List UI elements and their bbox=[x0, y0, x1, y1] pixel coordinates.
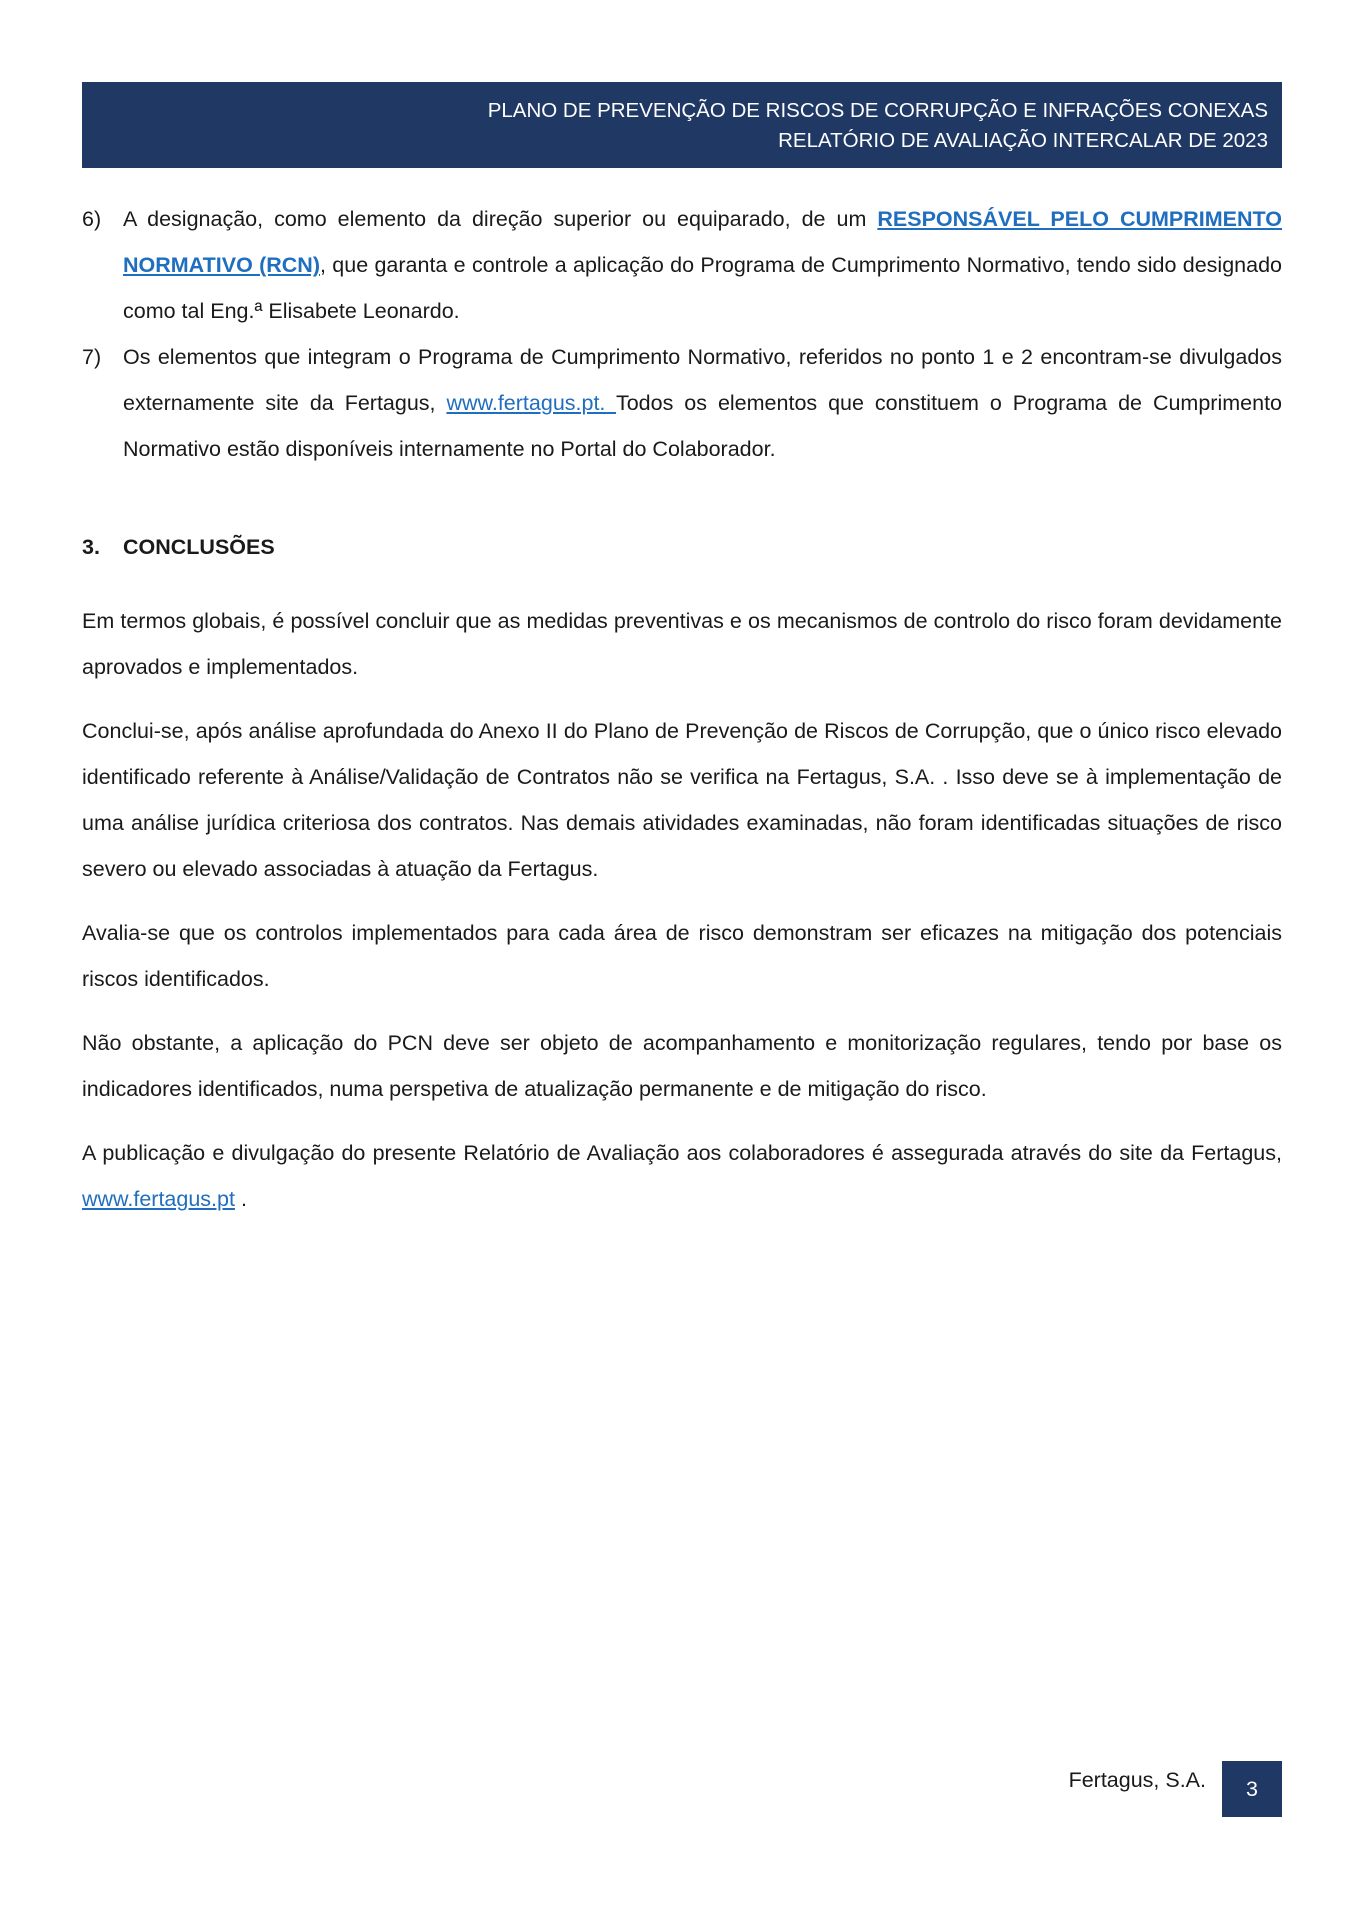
section-title: CONCLUSÕES bbox=[123, 535, 275, 559]
list-item-7 bbox=[82, 334, 1282, 472]
footer-company-name: Fertagus, S.A. bbox=[1068, 1768, 1206, 1792]
paragraph-4: Não obstante, a aplicação do PCN deve ser objeto de acompanhamento e monitorização regulares, tendo por base os indicadores identificados, numa perspetiva de atualização permanente e de mitigação do risco. bbox=[82, 1031, 1282, 1101]
list-item-6 bbox=[82, 196, 1282, 334]
fertagus-website-link[interactable]: www.fertagus.pt. bbox=[446, 391, 616, 415]
paragraph-5-end: . bbox=[234, 1187, 247, 1211]
document-body bbox=[82, 196, 1282, 1222]
paragraph-3: Avalia-se que os controlos implementados para cada área de risco demonstram ser eficazes na mitigação dos potenciais riscos identificados. bbox=[82, 921, 1282, 991]
paragraph-2: Conclui-se, após análise aprofundada do Anexo II do Plano de Prevenção de Riscos de Corrupção, que o único risco elevado identificado referente à Análise/Validação de Contratos não se verifica na Fertagus, S.A. . Isso deve se à implementação de uma análise jurídica criteriosa dos contratos. Nas demais atividades examinadas, não foram identificadas situações de risco severo ou elevado associadas à atuação da Fertagus. bbox=[82, 719, 1282, 881]
paragraph-1: Em termos globais, é possível concluir que as medidas preventivas e os mecanismos de controlo do risco foram devidamente aprovados e implementados. bbox=[82, 609, 1282, 679]
header-title-line2: RELATÓRIO DE AVALIAÇÃO INTERCALAR DE 2023 bbox=[778, 129, 1268, 152]
header-title-line1: PLANO DE PREVENÇÃO DE RISCOS DE CORRUPÇÃO E INFRAÇÕES CONEXAS bbox=[487, 99, 1268, 122]
page-number-badge: 3 bbox=[1222, 1761, 1282, 1817]
fertagus-website-link-footer[interactable]: www.fertagus.pt bbox=[82, 1187, 235, 1211]
list-item-text-before: A designação, como elemento da direção superior ou equiparado, de um bbox=[123, 207, 878, 231]
list-item-text-after: Todos os elementos que constituem o Programa de Cumprimento Normativo estão disponíveis internamente no Portal do Colaborador. bbox=[123, 391, 1282, 461]
page-header-band bbox=[82, 82, 1282, 168]
section-heading-conclusions bbox=[82, 524, 1282, 570]
list-item-text-after: , que garanta e controle a aplicação do Programa de Cumprimento Normativo, tendo sido designado como tal Eng.ª Elisabete Leonardo. bbox=[123, 253, 1282, 323]
list-item-number: 6) bbox=[82, 207, 102, 231]
list-item-number: 7) bbox=[82, 345, 102, 369]
list-item-text bbox=[123, 196, 1282, 334]
section-number: 3. bbox=[82, 535, 100, 559]
list-item-text-before: Os elementos que integram o Programa de Cumprimento Normativo, referidos no ponto 1 e 2 encontram-se divulgados externamente site da Fertagus, bbox=[123, 345, 1282, 415]
paragraph-5-text: A publicação e divulgação do presente Relatório de Avaliação aos colaboradores é assegurada através do site da Fertagus, bbox=[82, 1141, 1282, 1165]
list-item-text bbox=[123, 334, 1282, 472]
paragraph-5 bbox=[82, 1130, 1282, 1222]
rcn-link[interactable]: RESPONSÁVEL PELO CUMPRIMENTO NORMATIVO (RCN) bbox=[123, 207, 1283, 277]
